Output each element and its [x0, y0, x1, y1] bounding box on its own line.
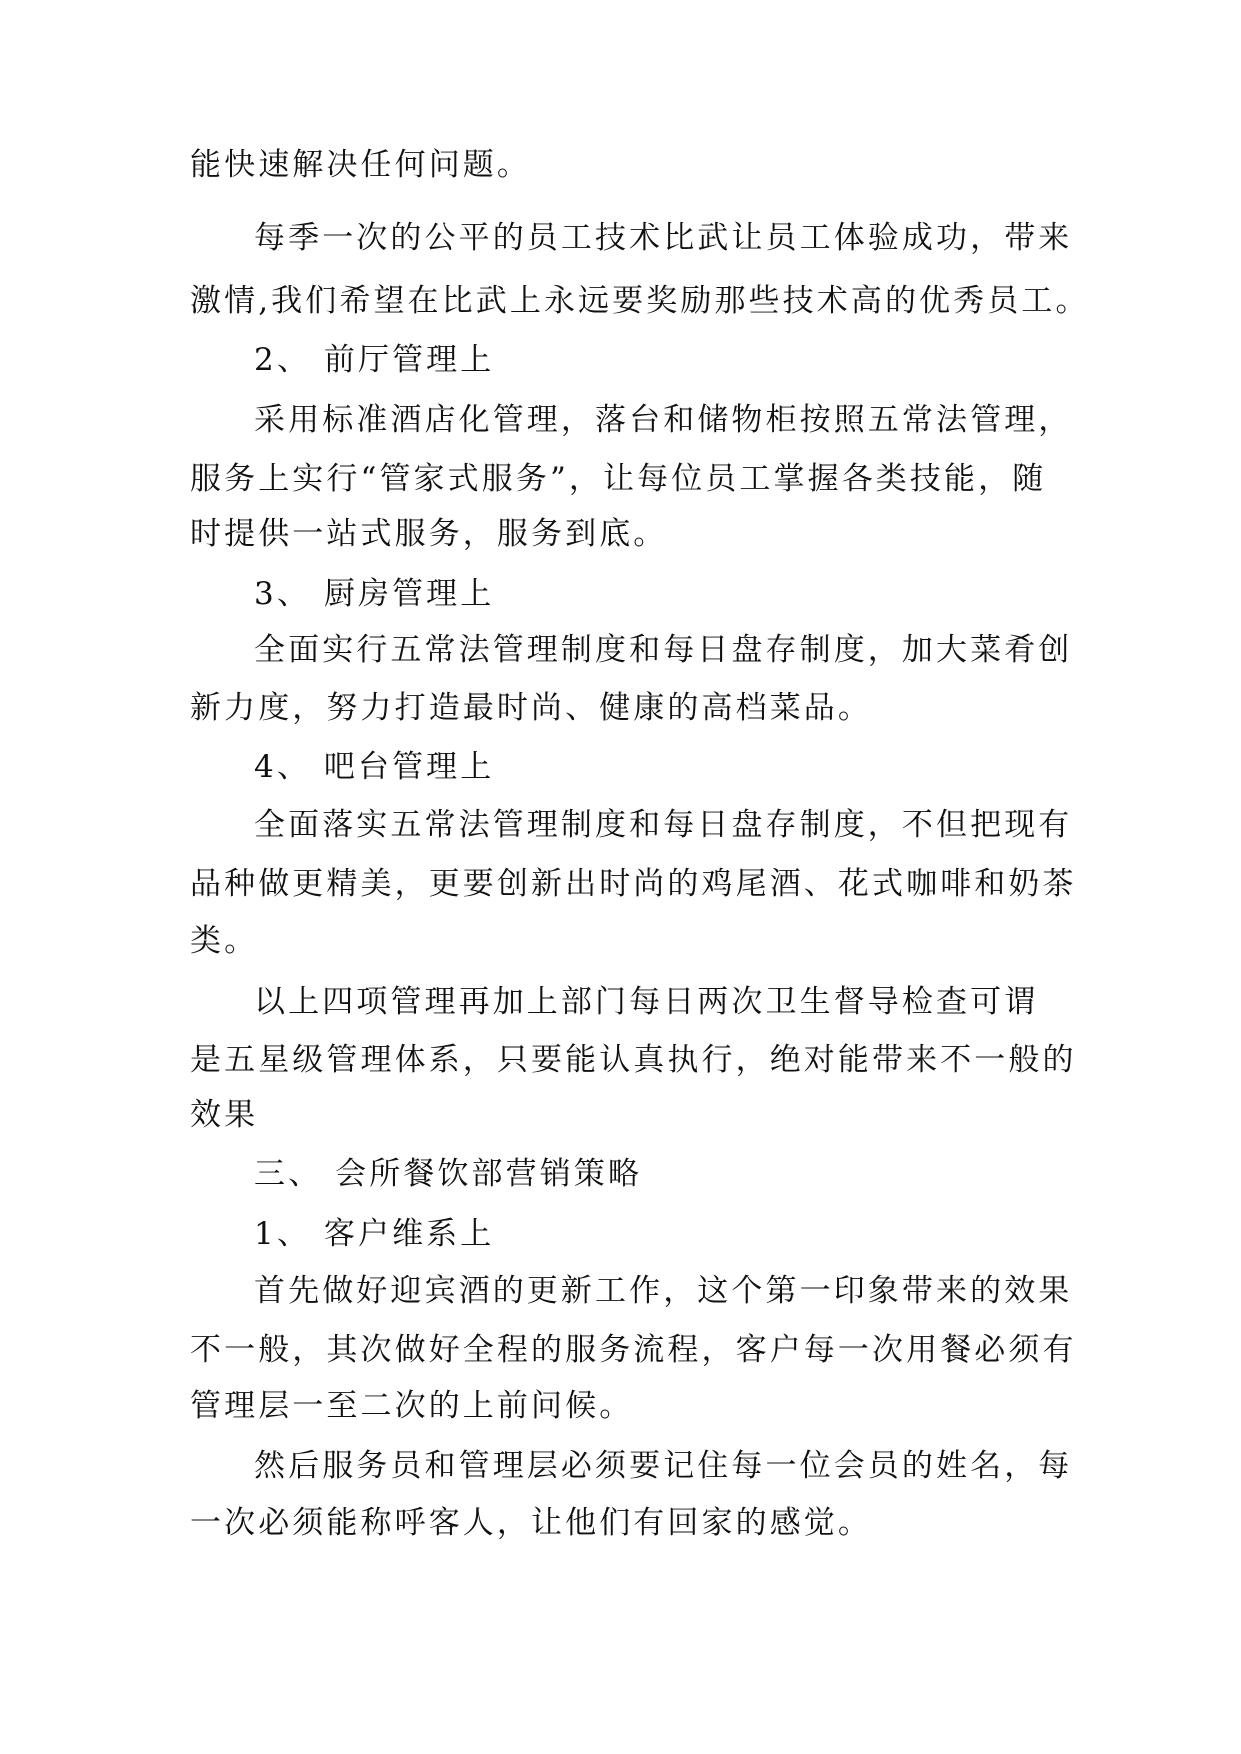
text-line: 能快速解决任何问题。 — [190, 147, 531, 183]
text-line: 首先做好迎宾酒的更新工作，这个第一印象带来的效果 — [254, 1273, 1073, 1309]
section-heading: 三、 会所餐饮部营销策略 — [254, 1156, 643, 1192]
text-line: 然后服务员和管理层必须要记住每一位会员的姓名，每 — [254, 1448, 1073, 1484]
text-line: 采用标准酒店化管理，落台和储物柜按照五常法管理， — [254, 402, 1073, 438]
text-line: 时提供一站式服务，服务到底。 — [190, 516, 668, 552]
text-line: 新力度，努力打造最时尚、健康的高档菜品。 — [190, 690, 872, 726]
section-heading: 1、 客户维系上 — [254, 1216, 495, 1252]
text-line: 一次必须能称呼客人，让他们有回家的感觉。 — [190, 1505, 872, 1541]
section-heading: 4、 吧台管理上 — [254, 749, 495, 785]
text-line: 类。 — [190, 923, 259, 959]
text-line: 是五星级管理体系，只要能认真执行，绝对能带来不一般的 — [190, 1042, 1077, 1078]
section-heading: 2、 前厅管理上 — [254, 342, 495, 378]
text-line: 管理层一至二次的上前问候。 — [190, 1388, 634, 1424]
text-line: 全面实行五常法管理制度和每日盘存制度，加大菜肴创 — [254, 632, 1073, 668]
text-line: 每季一次的公平的员工技术比武让员工体验成功，带来 — [254, 220, 1073, 256]
section-heading: 3、 厨房管理上 — [254, 576, 495, 612]
text-line: 激情,我们希望在比武上永远要奖励那些技术高的优秀员工。 — [190, 283, 1090, 319]
text-line: 效果 — [190, 1097, 259, 1133]
text-line: 全面落实五常法管理制度和每日盘存制度，不但把现有 — [254, 807, 1073, 843]
text-line: 以上四项管理再加上部门每日两次卫生督导检查可谓 — [254, 984, 1039, 1020]
text-line: 品种做更精美，更要创新出时尚的鸡尾酒、花式咖啡和奶茶 — [190, 866, 1077, 902]
text-line: 服务上实行“管家式服务”，让每位员工掌握各类技能，随 — [190, 461, 1047, 497]
text-line: 不一般，其次做好全程的服务流程，客户每一次用餐必须有 — [190, 1332, 1077, 1368]
